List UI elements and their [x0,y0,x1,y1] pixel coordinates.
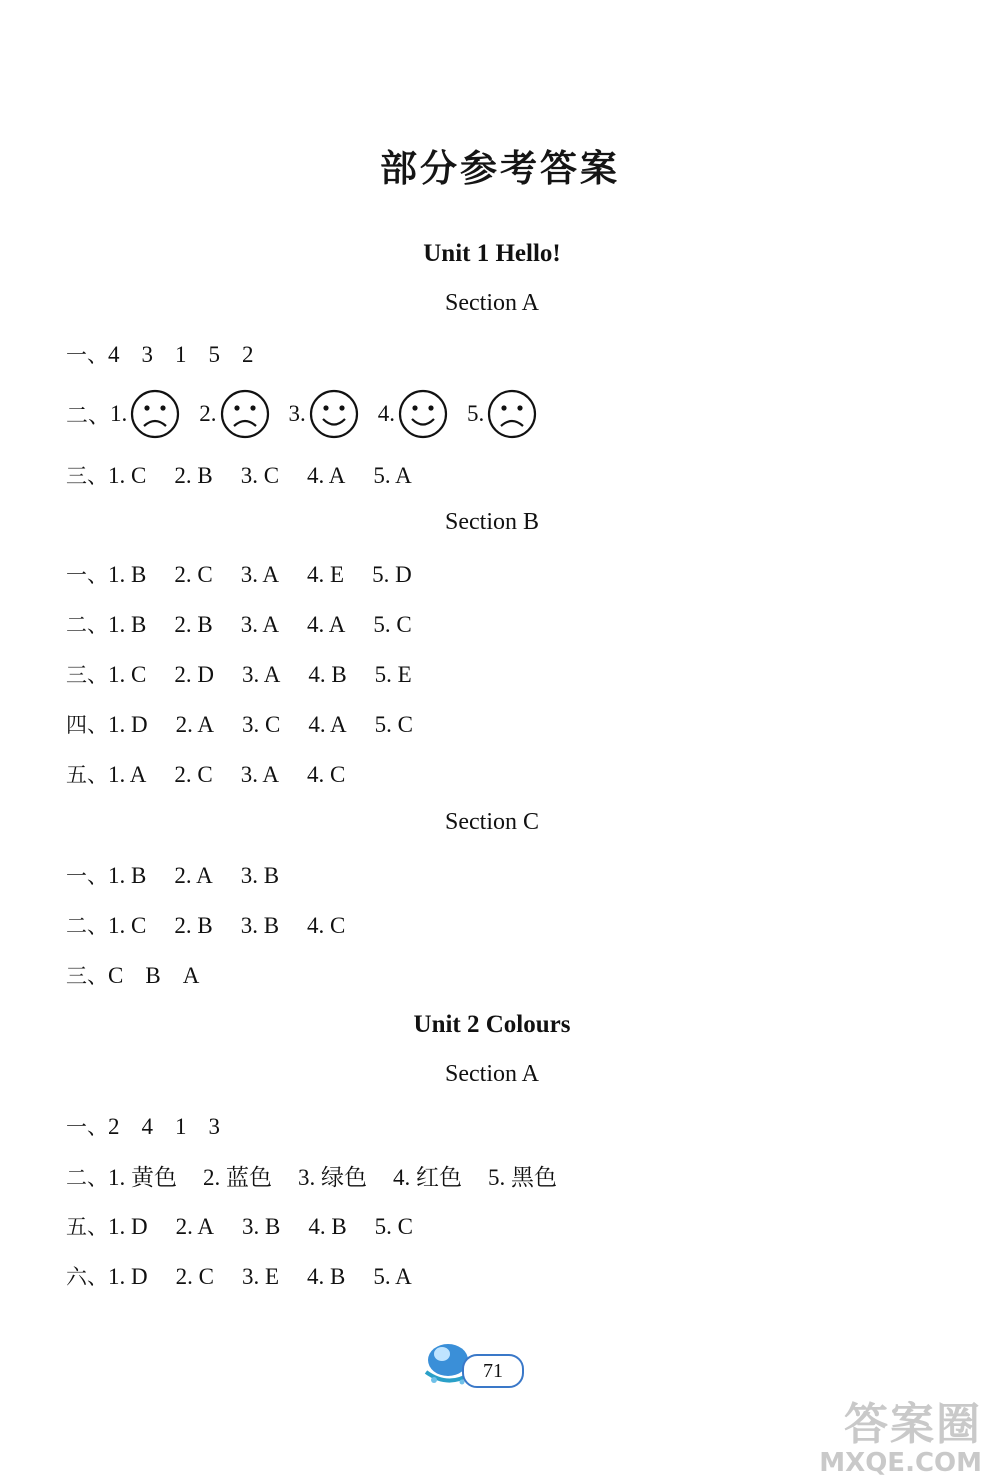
u2a-row-4: 六、1. D 2. C 3. E 4. B 5. A [66,1264,412,1289]
sad-face-icon [486,388,538,440]
page-title: 部分参考答案 [380,147,620,190]
u2a-row-2: 二、1. 黄色 2. 蓝色 3. 绿色 4. 红色 5. 黑色 [66,1165,557,1190]
u1b-row-4: 四、1. D 2. A 3. C 4. A 5. C [66,712,413,737]
u1c-row-3: 三、C B A [66,963,200,988]
u1b-row-2: 二、1. B 2. B 3. A 4. A 5. C [66,612,412,637]
unit-1-section-c-title: Section C [445,809,539,835]
u2a-row-1: 一、2 4 1 3 [66,1114,220,1139]
face-item-1: 1. [110,388,181,440]
unit-1-section-a-title: Section A [445,290,539,316]
u2a-row-3: 五、1. D 2. A 3. B 4. B 5. C [66,1214,413,1239]
unit-2-title: Unit 2 Colours [413,1011,571,1038]
u1a-row-2-faces: 二、 1. 2. 3. 4. 5. [66,386,556,442]
unit-2-section-a-title: Section A [445,1061,539,1087]
watermark-logo: 答案圈 MXQE.COM [819,1399,982,1478]
face-item-2: 2. [199,388,270,440]
unit-1-section-b-title: Section B [445,509,539,535]
face-item-5: 5. [467,388,538,440]
sad-face-icon [219,388,271,440]
page-number: 71 [462,1354,524,1388]
u1b-row-5: 五、1. A 2. C 3. A 4. C [66,762,346,787]
u1a-row-3: 三、1. C 2. B 3. C 4. A 5. A [66,463,412,488]
u1b-row-1: 一、1. B 2. C 3. A 4. E 5. D [66,562,412,587]
u1b-row-3: 三、1. C 2. D 3. A 4. B 5. E [66,662,412,687]
unit-1-title: Unit 1 Hello! [423,240,561,267]
face-item-4: 4. [378,388,449,440]
u1a-row-1: 一、4 3 1 5 2 [66,342,254,367]
happy-face-icon [397,388,449,440]
face-item-3: 3. [289,388,360,440]
u1c-row-2: 二、1. C 2. B 3. B 4. C [66,913,346,938]
sad-face-icon [129,388,181,440]
happy-face-icon [308,388,360,440]
u1c-row-1: 一、1. B 2. A 3. B [66,863,280,888]
